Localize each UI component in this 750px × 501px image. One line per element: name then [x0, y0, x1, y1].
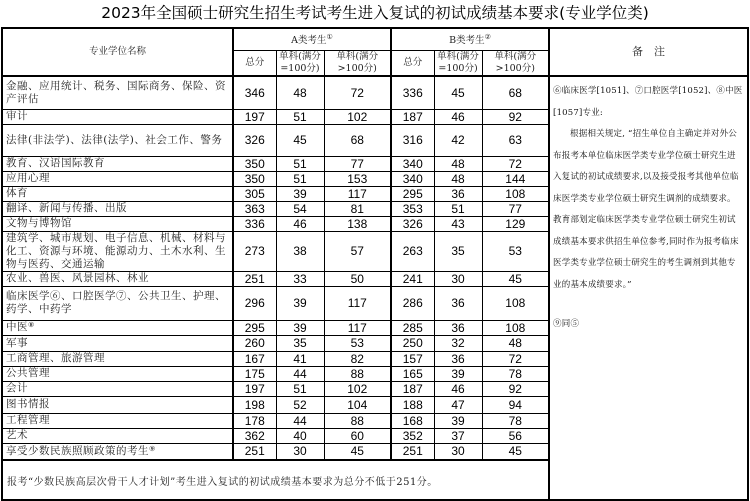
b-total-cell: 241 [391, 271, 434, 286]
b-sgt100-cell: 78 [482, 413, 549, 428]
a-total-cell: 251 [233, 443, 276, 460]
a-total-cell: 197 [233, 109, 276, 124]
header-a-total [233, 50, 276, 76]
b-total-cell: 340 [391, 156, 434, 171]
a-s100-cell: 44 [276, 413, 324, 428]
b-total-cell: 285 [391, 320, 434, 335]
b-s100-line1: 单科(满分 [437, 50, 479, 62]
a-sgt100-cell: 117 [324, 186, 391, 201]
a-total-cell: 326 [233, 124, 276, 156]
notes-cell [549, 76, 748, 500]
b-s100-cell: 36 [434, 186, 482, 201]
degree-name: 农业、兽医、风景园林、林业 [6, 272, 149, 284]
a-s100-cell: 44 [276, 366, 324, 381]
a-total-cell: 197 [233, 381, 276, 396]
b-sgt100-cell: 92 [482, 381, 549, 396]
b-sgt100-cell: 108 [482, 320, 549, 335]
b-sgt100-cell: 77 [482, 201, 549, 216]
b-s100-cell: 36 [434, 320, 482, 335]
b-sgt100-cell: 72 [482, 351, 549, 366]
header-b-single-100 [434, 50, 482, 76]
b-s100-cell: 36 [434, 351, 482, 366]
group-a-footnote: ① [326, 33, 333, 42]
a-s100-cell: 52 [276, 396, 324, 413]
b-sgt100-cell: 92 [482, 109, 549, 124]
note-paragraph-3: ⑨同⑤ [553, 319, 580, 329]
a-total-cell: 251 [233, 271, 276, 286]
b-total-cell: 250 [391, 335, 434, 351]
b-s100-cell: 30 [434, 271, 482, 286]
b-s100-cell: 47 [434, 396, 482, 413]
a-sgt100-cell: 57 [324, 231, 391, 271]
group-a-label: A类考生 [291, 35, 327, 47]
degree-name-cell [2, 443, 233, 460]
b-s100-cell: 45 [434, 76, 482, 109]
group-b-footnote: ② [484, 33, 491, 42]
b-total-cell: 187 [391, 381, 434, 396]
b-total-cell: 187 [391, 109, 434, 124]
a-sgt100-cell: 77 [324, 156, 391, 171]
a-sgt100-cell: 104 [324, 396, 391, 413]
degree-name: 文物与博物馆 [6, 217, 72, 229]
b-sgt100-cell: 68 [482, 76, 549, 109]
b-sgt100-cell: 144 [482, 171, 549, 186]
degree-name: 中医 [6, 321, 28, 333]
degree-name: 图书情报 [6, 398, 50, 410]
b-sgt100-cell: 108 [482, 286, 549, 320]
degree-name-cell [2, 201, 233, 216]
b-sgt100-cell: 72 [482, 156, 549, 171]
b-total-cell: 316 [391, 124, 434, 156]
a-sgt100-line1: 单科(满分 [336, 50, 379, 62]
header-name-col [2, 28, 233, 76]
a-sgt100-cell: 45 [324, 443, 391, 460]
degree-name-cell [2, 156, 233, 171]
notes-header-label: 备 注 [632, 45, 666, 58]
degree-name: 应用心理 [6, 172, 50, 184]
degree-name-cell [2, 381, 233, 396]
b-total-cell: 188 [391, 396, 434, 413]
a-total-cell: 336 [233, 216, 276, 231]
b-s100-cell: 43 [434, 216, 482, 231]
degree-name: 工程管理 [6, 414, 50, 426]
b-total-cell: 352 [391, 428, 434, 443]
degree-name-cell [2, 124, 233, 156]
a-s100-cell: 51 [276, 156, 324, 171]
b-total-cell: 336 [391, 76, 434, 109]
a-total-cell: 273 [233, 231, 276, 271]
a-sgt100-cell: 82 [324, 351, 391, 366]
degree-name-cell [2, 413, 233, 428]
b-sgt100-cell: 78 [482, 366, 549, 381]
degree-name-cell [2, 216, 233, 231]
degree-name: 艺术 [6, 429, 28, 441]
a-s100-cell: 51 [276, 381, 324, 396]
a-s100-cell: 46 [276, 216, 324, 231]
degree-name: 建筑学、城市规划、电子信息、机械、材料与化工、资源与环境、能源动力、土木水利、生物与医药、交通运输 [6, 231, 226, 270]
a-sgt100-cell: 53 [324, 335, 391, 351]
degree-name-cell [2, 186, 233, 201]
page-title: 2023年全国硕士研究生招生考试考生进入复试的初试成绩基本要求(专业学位类) [101, 4, 649, 22]
b-total-cell: 165 [391, 366, 434, 381]
a-s100-cell: 39 [276, 286, 324, 320]
degree-name-cell [2, 171, 233, 186]
a-sgt100-cell: 117 [324, 320, 391, 335]
a-total-cell: 296 [233, 286, 276, 320]
b-total-cell: 263 [391, 231, 434, 271]
a-total-cell: 167 [233, 351, 276, 366]
a-s100-cell: 54 [276, 201, 324, 216]
a-sgt100-cell: 88 [324, 366, 391, 381]
a-total-cell: 175 [233, 366, 276, 381]
b-s100-cell: 36 [434, 286, 482, 320]
a-s100-line1: 单科(满分 [279, 50, 321, 62]
b-sgt100-cell: 45 [482, 443, 549, 460]
b-sgt100-cell: 48 [482, 335, 549, 351]
b-total-cell: 340 [391, 171, 434, 186]
a-s100-line2: =100分) [280, 62, 320, 74]
b-s100-cell: 48 [434, 156, 482, 171]
b-sgt100-cell: 129 [482, 216, 549, 231]
a-s100-cell: 39 [276, 186, 324, 201]
a-s100-cell: 51 [276, 171, 324, 186]
score-requirements-table [1, 27, 749, 501]
b-total-label: 总分 [403, 56, 423, 68]
degree-name: 工商管理、旅游管理 [6, 352, 105, 364]
group-b-label: B类考生 [449, 35, 485, 47]
a-total-cell: 362 [233, 428, 276, 443]
degree-name: 法律(非法学)、法律(法学)、社会工作、警务 [6, 133, 223, 146]
degree-name-cell [2, 428, 233, 443]
header-b-single-gt100 [482, 50, 549, 76]
a-sgt100-cell: 102 [324, 381, 391, 396]
degree-name: 教育、汉语国际教育 [6, 157, 105, 169]
header-group-b [391, 28, 549, 50]
degree-name: 翻译、新闻与传播、出版 [6, 202, 127, 214]
degree-name: 临床医学⑥、口腔医学⑦、公共卫生、护理、药学、中药学 [6, 290, 226, 315]
a-s100-cell: 41 [276, 351, 324, 366]
a-s100-cell: 38 [276, 231, 324, 271]
degree-name-cell [2, 271, 233, 286]
b-s100-cell: 35 [434, 231, 482, 271]
a-s100-cell: 30 [276, 443, 324, 460]
a-s100-cell: 33 [276, 271, 324, 286]
note-paragraph-2: 根据相关规定, “招生单位自主确定并对外公布报考本单位临床医学类专业学位硕士研究生进入复试的初试成绩要求,以及接受报考其他单位临床医学类专业学位硕士研究生调剂的成绩要求。教育部划定临床医学类专业学位硕士研究生初试成绩基本要求供招生单位参考,同时作为报考临床医学类专业学位硕士研究生的考生调剂到其他专业的基本成绩要求。” [553, 129, 739, 290]
a-total-cell: 350 [233, 171, 276, 186]
degree-name-cell [2, 351, 233, 366]
a-sgt100-cell: 102 [324, 109, 391, 124]
b-s100-cell: 30 [434, 443, 482, 460]
degree-name: 公共管理 [6, 367, 50, 379]
table-row [2, 76, 748, 109]
b-sgt100-cell: 94 [482, 396, 549, 413]
degree-name: 享受少数民族照顾政策的考生 [6, 444, 149, 457]
a-sgt100-cell: 138 [324, 216, 391, 231]
b-s100-cell: 39 [434, 366, 482, 381]
degree-name: 体育 [6, 187, 28, 199]
a-total-cell: 295 [233, 320, 276, 335]
a-sgt100-cell: 72 [324, 76, 391, 109]
header-name-label: 专业学位名称 [88, 46, 146, 57]
a-sgt100-cell: 81 [324, 201, 391, 216]
a-sgt100-cell: 153 [324, 171, 391, 186]
a-s100-cell: 39 [276, 320, 324, 335]
b-s100-cell: 37 [434, 428, 482, 443]
degree-name-cell [2, 320, 233, 335]
header-group-a [233, 28, 391, 50]
a-sgt100-cell: 68 [324, 124, 391, 156]
degree-name-cell [2, 335, 233, 351]
footnote-marker: ⑨ [149, 444, 156, 453]
b-total-cell: 353 [391, 201, 434, 216]
a-sgt100-cell: 50 [324, 271, 391, 286]
a-total-cell: 350 [233, 156, 276, 171]
b-sgt100-cell: 56 [482, 428, 549, 443]
degree-name: 审计 [6, 110, 28, 122]
header-notes-col [549, 28, 748, 76]
b-sgt100-cell: 45 [482, 271, 549, 286]
b-sgt100-cell: 53 [482, 231, 549, 271]
b-s100-cell: 48 [434, 171, 482, 186]
footer-note: 报考“少数民族高层次骨干人才计划”考生进入复试的初试成绩基本要求为总分不低于251分。 [2, 460, 549, 500]
b-total-cell: 326 [391, 216, 434, 231]
b-s100-cell: 39 [434, 413, 482, 428]
degree-name: 军事 [6, 336, 28, 349]
b-s100-cell: 42 [434, 124, 482, 156]
a-sgt100-cell: 60 [324, 428, 391, 443]
b-total-cell: 295 [391, 186, 434, 201]
b-sgt100-cell: 63 [482, 124, 549, 156]
b-total-cell: 157 [391, 351, 434, 366]
degree-name: 金融、应用统计、税务、国际商务、保险、资产评估 [6, 79, 226, 105]
a-s100-cell: 45 [276, 124, 324, 156]
a-total-cell: 305 [233, 186, 276, 201]
degree-name-cell [2, 76, 233, 109]
degree-name-cell [2, 109, 233, 124]
b-s100-cell: 46 [434, 109, 482, 124]
b-total-cell: 251 [391, 443, 434, 460]
b-sgt100-cell: 108 [482, 186, 549, 201]
a-total-cell: 178 [233, 413, 276, 428]
a-sgt100-cell: 88 [324, 413, 391, 428]
b-total-cell: 286 [391, 286, 434, 320]
a-total-cell: 198 [233, 396, 276, 413]
b-sgt100-line1: 单科(满分 [494, 50, 537, 62]
degree-name-cell [2, 286, 233, 320]
degree-name-cell [2, 231, 233, 271]
b-sgt100-line2: >100分) [495, 62, 535, 74]
a-sgt100-cell: 117 [324, 286, 391, 320]
a-s100-cell: 48 [276, 76, 324, 109]
a-total-label: 总分 [245, 56, 265, 68]
degree-name: 会计 [6, 382, 28, 394]
degree-name-cell [2, 366, 233, 381]
a-total-cell: 260 [233, 335, 276, 351]
b-s100-cell: 51 [434, 201, 482, 216]
note-paragraph-1: ⑥临床医学[1051]、⑦口腔医学[1052]、⑧中医[1057]专业: [553, 86, 743, 118]
a-total-cell: 346 [233, 76, 276, 109]
a-sgt100-line2: >100分) [337, 62, 377, 74]
header-b-total [391, 50, 434, 76]
header-a-single-100 [276, 50, 324, 76]
b-total-cell: 168 [391, 413, 434, 428]
degree-name-cell [2, 396, 233, 413]
a-s100-cell: 51 [276, 109, 324, 124]
a-s100-cell: 40 [276, 428, 324, 443]
header-a-single-gt100 [324, 50, 391, 76]
b-s100-cell: 32 [434, 335, 482, 351]
b-s100-cell: 46 [434, 381, 482, 396]
a-total-cell: 363 [233, 201, 276, 216]
b-s100-line2: =100分) [438, 62, 478, 74]
a-s100-cell: 35 [276, 335, 324, 351]
footnote-marker: ⑧ [28, 321, 35, 329]
